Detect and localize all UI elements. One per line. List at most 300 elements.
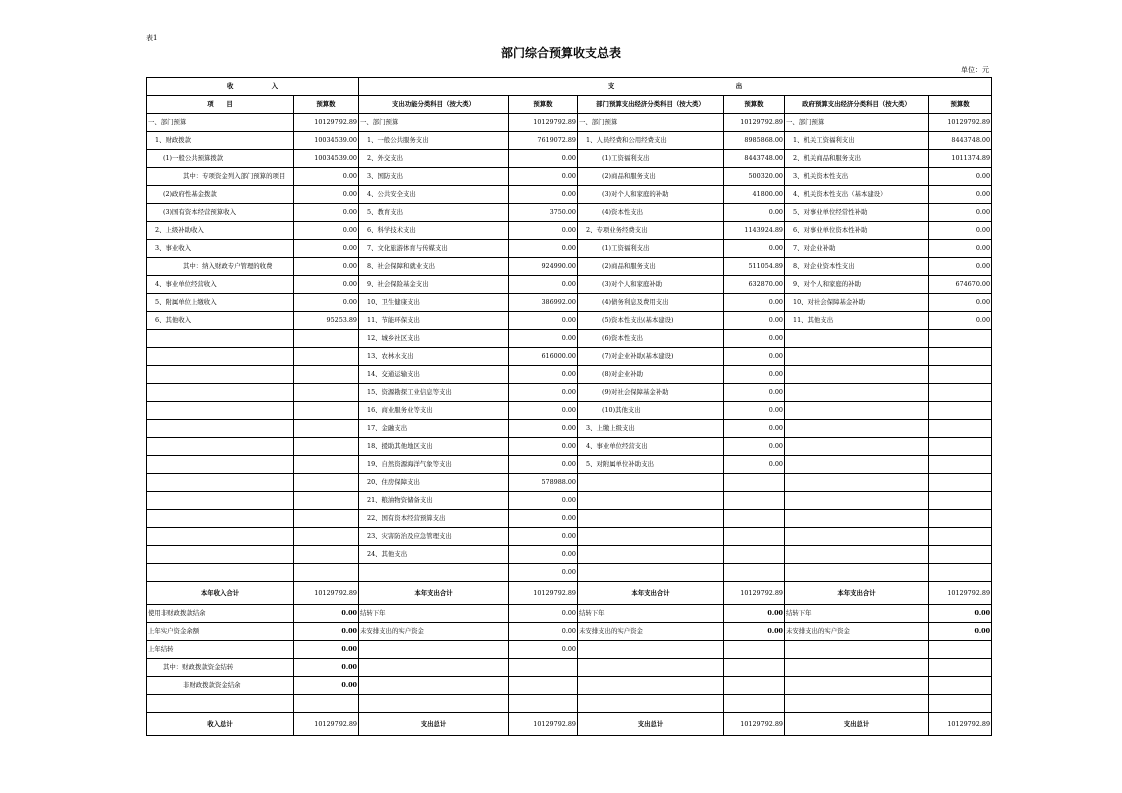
item-cell: 11、其他支出 [785, 312, 929, 330]
table-row [147, 384, 992, 402]
item-cell: 18、援助其他地区支出 [359, 438, 509, 456]
budget-cell: 10129792.89 [294, 114, 359, 132]
item-cell [578, 641, 724, 659]
item-cell: 支出总计 [359, 713, 509, 736]
item-cell: (1)工资福利支出 [578, 240, 724, 258]
budget-cell: 1011374.89 [929, 150, 992, 168]
budget-cell: 0.00 [509, 366, 578, 384]
item-cell: 4、机关资本性支出（基本建设） [785, 186, 929, 204]
table-row [147, 150, 992, 168]
budget-cell: 10129792.89 [724, 114, 785, 132]
budget-cell: 578988.00 [509, 474, 578, 492]
table-row [147, 132, 992, 150]
col-budget: 预算数 [509, 96, 578, 114]
budget-cell: 10129792.89 [509, 114, 578, 132]
item-cell: 4、事业单位经营收入 [147, 276, 294, 294]
item-cell: 2、外交支出 [359, 150, 509, 168]
table-row [147, 330, 992, 348]
budget-cell [724, 492, 785, 510]
budget-cell: 0.00 [509, 150, 578, 168]
item-cell: 3、机关资本性支出 [785, 168, 929, 186]
item-cell: 7、对企业补助 [785, 240, 929, 258]
budget-cell: 0.00 [509, 564, 578, 582]
budget-cell: 0.00 [929, 222, 992, 240]
item-cell: 19、自然资源海洋气象等支出 [359, 456, 509, 474]
budget-cell: 0.00 [509, 623, 578, 641]
budget-cell: 0.00 [509, 168, 578, 186]
budget-cell: 0.00 [929, 294, 992, 312]
budget-cell [294, 474, 359, 492]
budget-cell [294, 695, 359, 713]
item-cell [785, 384, 929, 402]
col-budget: 预算数 [929, 96, 992, 114]
item-cell [785, 528, 929, 546]
item-cell: 使用非财政拨款结余 [147, 605, 294, 623]
item-cell [578, 474, 724, 492]
item-cell: (3)对个人和家庭的补助 [578, 186, 724, 204]
item-cell: (6)资本性支出 [578, 330, 724, 348]
budget-cell [294, 510, 359, 528]
item-cell: (10)其他支出 [578, 402, 724, 420]
budget-cell: 0.00 [509, 402, 578, 420]
item-cell: 22、国有资本经营预算支出 [359, 510, 509, 528]
item-cell: 10、对社会保障基金补助 [785, 294, 929, 312]
table-row [147, 510, 992, 528]
budget-cell [724, 564, 785, 582]
item-cell [578, 510, 724, 528]
item-cell [578, 659, 724, 677]
item-cell: 16、商业服务业等支出 [359, 402, 509, 420]
item-cell [147, 384, 294, 402]
income-header: 收 入 [147, 78, 359, 96]
budget-cell: 8443748.00 [929, 132, 992, 150]
budget-cell: 0.00 [724, 438, 785, 456]
item-cell [785, 402, 929, 420]
budget-cell [509, 659, 578, 677]
budget-cell [294, 564, 359, 582]
budget-cell: 0.00 [929, 240, 992, 258]
item-cell [147, 402, 294, 420]
item-cell [785, 641, 929, 659]
budget-cell [929, 677, 992, 695]
item-cell: 1、财政拨款 [147, 132, 294, 150]
budget-cell: 0.00 [509, 384, 578, 402]
item-cell: 23、灾害防治及应急管理支出 [359, 528, 509, 546]
unit-label: 单位：元 [961, 66, 989, 74]
table-row [147, 492, 992, 510]
item-cell [785, 474, 929, 492]
table-row [147, 114, 992, 132]
table-row [147, 420, 992, 438]
budget-cell [929, 510, 992, 528]
item-cell [785, 366, 929, 384]
item-cell: 13、农林水支出 [359, 348, 509, 366]
budget-cell [929, 546, 992, 564]
budget-cell: 511054.89 [724, 258, 785, 276]
item-cell [147, 438, 294, 456]
item-cell: 一、部门预算 [147, 114, 294, 132]
budget-cell [929, 564, 992, 582]
item-cell: (2)商品和服务支出 [578, 258, 724, 276]
item-cell [147, 348, 294, 366]
budget-cell: 0.00 [929, 312, 992, 330]
table-row [147, 186, 992, 204]
item-cell: 12、城乡社区支出 [359, 330, 509, 348]
item-cell: 5、附属单位上缴收入 [147, 294, 294, 312]
item-cell [147, 564, 294, 582]
item-cell [578, 546, 724, 564]
item-cell: 未安排支出的实户资金 [578, 623, 724, 641]
budget-cell [294, 330, 359, 348]
budget-cell: 924990.00 [509, 258, 578, 276]
item-cell: 5、对事业单位经常性补助 [785, 204, 929, 222]
carryover-row [147, 659, 992, 677]
budget-cell: 3750.00 [509, 204, 578, 222]
table-row [147, 222, 992, 240]
budget-cell: 0.00 [929, 258, 992, 276]
budget-cell: 10129792.89 [509, 582, 578, 605]
item-cell: 3、国防支出 [359, 168, 509, 186]
budget-cell: 616000.00 [509, 348, 578, 366]
item-cell: 1、机关工资福利支出 [785, 132, 929, 150]
budget-cell: 0.00 [929, 623, 992, 641]
budget-cell: 0.00 [294, 294, 359, 312]
item-cell [785, 456, 929, 474]
item-cell: 4、公共安全支出 [359, 186, 509, 204]
budget-cell: 0.00 [509, 222, 578, 240]
item-cell: (3)对个人和家庭补助 [578, 276, 724, 294]
item-cell: 支出总计 [578, 713, 724, 736]
budget-cell: 0.00 [509, 492, 578, 510]
budget-cell: 10129792.89 [929, 114, 992, 132]
item-cell: 未安排支出的实户资金 [359, 623, 509, 641]
budget-cell: 0.00 [294, 623, 359, 641]
col-gov-econ: 政府预算支出经济分类科目（按大类） [785, 96, 929, 114]
item-cell: (9)对社会保障基金补助 [578, 384, 724, 402]
item-cell: 上年结转 [147, 641, 294, 659]
item-cell: 1、一般公共服务支出 [359, 132, 509, 150]
item-cell: 支出总计 [785, 713, 929, 736]
item-cell: 其中：财政拨款资金结转 [147, 659, 294, 677]
item-cell: 一、部门预算 [785, 114, 929, 132]
budget-cell [294, 528, 359, 546]
table-tag: 表1 [146, 34, 158, 42]
item-cell: 上年实户资金余额 [147, 623, 294, 641]
col-func: 支出功能分类科目（按大类） [359, 96, 509, 114]
table-row [147, 402, 992, 420]
budget-cell: 8985868.00 [724, 132, 785, 150]
table-row [147, 474, 992, 492]
item-cell [785, 420, 929, 438]
item-cell: 本年支出合计 [578, 582, 724, 605]
item-cell [359, 659, 509, 677]
budget-cell: 0.00 [724, 366, 785, 384]
item-cell: (2)商品和服务支出 [578, 168, 724, 186]
item-cell: (7)对企业补助(基本建设) [578, 348, 724, 366]
budget-cell: 0.00 [294, 659, 359, 677]
budget-cell: 0.00 [509, 330, 578, 348]
budget-cell [724, 677, 785, 695]
carryover-row [147, 695, 992, 713]
item-cell [147, 366, 294, 384]
budget-cell [929, 659, 992, 677]
budget-cell: 386992.00 [509, 294, 578, 312]
table-row [147, 312, 992, 330]
budget-cell: 0.00 [929, 186, 992, 204]
item-cell: 一、部门预算 [578, 114, 724, 132]
item-cell [147, 528, 294, 546]
budget-cell: 10129792.89 [509, 713, 578, 736]
item-cell [785, 438, 929, 456]
item-cell [147, 695, 294, 713]
budget-cell: 0.00 [509, 605, 578, 623]
item-cell [147, 546, 294, 564]
table-row [147, 258, 992, 276]
item-cell: 本年支出合计 [359, 582, 509, 605]
col-dept-econ: 部门预算支出经济分类科目（按大类） [578, 96, 724, 114]
item-cell: 3、事业收入 [147, 240, 294, 258]
item-cell [785, 348, 929, 366]
budget-cell: 632870.00 [724, 276, 785, 294]
budget-cell: 1143924.89 [724, 222, 785, 240]
item-cell: 结转下年 [578, 605, 724, 623]
item-cell: 4、事业单位经营支出 [578, 438, 724, 456]
carryover-row [147, 641, 992, 659]
budget-cell: 10034539.00 [294, 132, 359, 150]
budget-cell [929, 492, 992, 510]
budget-cell: 0.00 [509, 312, 578, 330]
budget-cell: 0.00 [294, 168, 359, 186]
budget-cell: 0.00 [294, 641, 359, 659]
item-cell: 24、其他支出 [359, 546, 509, 564]
budget-cell [929, 384, 992, 402]
item-cell [147, 456, 294, 474]
budget-cell [509, 695, 578, 713]
item-cell: 21、粮油物资储备支出 [359, 492, 509, 510]
item-cell [785, 695, 929, 713]
table-row [147, 276, 992, 294]
budget-cell: 0.00 [294, 276, 359, 294]
item-cell: 7、文化旅游体育与传媒支出 [359, 240, 509, 258]
item-cell [578, 677, 724, 695]
budget-cell: 0.00 [724, 348, 785, 366]
budget-cell [724, 510, 785, 528]
budget-cell [929, 641, 992, 659]
table-row [147, 456, 992, 474]
budget-cell [294, 420, 359, 438]
item-cell [359, 677, 509, 695]
carryover-row [147, 623, 992, 641]
item-cell: 8、社会保障和就业支出 [359, 258, 509, 276]
budget-cell: 674670.00 [929, 276, 992, 294]
budget-cell: 10129792.89 [929, 582, 992, 605]
year-total-row [147, 582, 992, 605]
budget-cell: 0.00 [509, 276, 578, 294]
budget-cell [929, 366, 992, 384]
budget-cell [724, 474, 785, 492]
budget-cell [929, 348, 992, 366]
budget-cell: 0.00 [294, 677, 359, 695]
budget-cell: 10129792.89 [724, 713, 785, 736]
budget-cell: 0.00 [294, 240, 359, 258]
item-cell [359, 695, 509, 713]
budget-cell: 41800.00 [724, 186, 785, 204]
budget-cell [929, 456, 992, 474]
budget-cell: 0.00 [724, 456, 785, 474]
item-cell [147, 420, 294, 438]
item-cell: 2、机关商品和服务支出 [785, 150, 929, 168]
item-cell [578, 492, 724, 510]
table-row [147, 564, 992, 582]
item-cell: 未安排支出的实户资金 [785, 623, 929, 641]
budget-cell: 0.00 [294, 222, 359, 240]
item-cell: 1、人员经费和公用经费支出 [578, 132, 724, 150]
budget-cell: 0.00 [509, 420, 578, 438]
budget-cell: 0.00 [724, 384, 785, 402]
item-cell: 结转下年 [785, 605, 929, 623]
budget-cell: 0.00 [929, 204, 992, 222]
item-cell: 2、专项业务经费支出 [578, 222, 724, 240]
item-cell: 6、科学技术支出 [359, 222, 509, 240]
table-row [147, 528, 992, 546]
item-cell [147, 492, 294, 510]
item-cell [785, 564, 929, 582]
item-cell [578, 564, 724, 582]
budget-cell [724, 659, 785, 677]
item-cell: (8)对企业补助 [578, 366, 724, 384]
budget-cell: 0.00 [724, 420, 785, 438]
carryover-row [147, 605, 992, 623]
item-cell: 9、对个人和家庭的补助 [785, 276, 929, 294]
budget-cell [929, 695, 992, 713]
col-budget: 预算数 [294, 96, 359, 114]
item-cell [785, 492, 929, 510]
item-cell: 11、节能环保支出 [359, 312, 509, 330]
budget-cell: 0.00 [724, 623, 785, 641]
item-cell: 非财政拨款资金结余 [147, 677, 294, 695]
table-row [147, 546, 992, 564]
item-cell: 8、对企业资本性支出 [785, 258, 929, 276]
page-title: 部门综合预算收支总表 [500, 46, 621, 60]
budget-cell: 0.00 [509, 186, 578, 204]
item-cell [578, 528, 724, 546]
table-row [147, 240, 992, 258]
budget-cell [294, 402, 359, 420]
col-item: 项 目 [147, 96, 294, 114]
budget-cell: 0.00 [724, 294, 785, 312]
item-cell [785, 330, 929, 348]
item-cell: (1)工资福利支出 [578, 150, 724, 168]
budget-cell: 0.00 [724, 240, 785, 258]
budget-cell: 95253.89 [294, 312, 359, 330]
budget-cell [929, 402, 992, 420]
table-row [147, 366, 992, 384]
item-cell: (5)资本性支出(基本建设) [578, 312, 724, 330]
budget-cell [294, 438, 359, 456]
item-cell [359, 641, 509, 659]
budget-cell: 0.00 [509, 456, 578, 474]
item-cell: 14、交通运输支出 [359, 366, 509, 384]
budget-cell [509, 677, 578, 695]
item-cell [785, 677, 929, 695]
budget-cell: 7619072.89 [509, 132, 578, 150]
budget-cell [724, 695, 785, 713]
budget-cell: 0.00 [929, 605, 992, 623]
col-budget: 预算数 [724, 96, 785, 114]
budget-cell [294, 384, 359, 402]
item-cell: 其中：纳入财政专户管理的收费 [147, 258, 294, 276]
item-cell: 本年收入合计 [147, 582, 294, 605]
item-cell: 9、社会保险基金支出 [359, 276, 509, 294]
budget-cell [294, 456, 359, 474]
budget-cell: 0.00 [509, 528, 578, 546]
item-cell [147, 474, 294, 492]
item-cell: 17、金融支出 [359, 420, 509, 438]
item-cell [147, 510, 294, 528]
item-cell [785, 659, 929, 677]
budget-cell: 0.00 [724, 312, 785, 330]
budget-cell: 10034539.00 [294, 150, 359, 168]
budget-cell [294, 492, 359, 510]
item-cell: 5、对附属单位补助支出 [578, 456, 724, 474]
table-row [147, 294, 992, 312]
item-cell [578, 695, 724, 713]
item-cell: 10、卫生健康支出 [359, 294, 509, 312]
budget-cell: 0.00 [509, 438, 578, 456]
budget-cell: 0.00 [724, 204, 785, 222]
item-cell: 6、其他收入 [147, 312, 294, 330]
table-row [147, 348, 992, 366]
budget-cell: 0.00 [509, 546, 578, 564]
item-cell: (1)一般公共预算拨款 [147, 150, 294, 168]
budget-cell: 0.00 [724, 605, 785, 623]
budget-cell [929, 438, 992, 456]
budget-cell [294, 348, 359, 366]
budget-cell: 10129792.89 [724, 582, 785, 605]
budget-cell [724, 641, 785, 659]
item-cell: 20、住房保障支出 [359, 474, 509, 492]
budget-cell: 8443748.00 [724, 150, 785, 168]
item-cell: 3、上缴上级支出 [578, 420, 724, 438]
item-cell: 结转下年 [359, 605, 509, 623]
item-cell: 收入总计 [147, 713, 294, 736]
budget-cell: 0.00 [294, 186, 359, 204]
item-cell: (4)债务利息及费用支出 [578, 294, 724, 312]
item-cell [147, 330, 294, 348]
item-cell: 15、资源勘探工业信息等支出 [359, 384, 509, 402]
budget-cell: 10129792.89 [294, 713, 359, 736]
item-cell: 6、对事业单位资本性补助 [785, 222, 929, 240]
budget-cell [724, 528, 785, 546]
budget-cell [724, 546, 785, 564]
item-cell [785, 546, 929, 564]
budget-summary-table [146, 77, 992, 736]
budget-cell: 10129792.89 [294, 582, 359, 605]
item-cell: (3)国有资本经营预算收入 [147, 204, 294, 222]
item-cell: 其中：专项资金列入部门预算的项目 [147, 168, 294, 186]
budget-cell [929, 330, 992, 348]
budget-cell: 0.00 [294, 605, 359, 623]
budget-cell: 0.00 [294, 258, 359, 276]
budget-cell [294, 546, 359, 564]
item-cell: 本年支出合计 [785, 582, 929, 605]
item-cell: (4)资本性支出 [578, 204, 724, 222]
item-cell: 5、教育支出 [359, 204, 509, 222]
budget-cell [294, 366, 359, 384]
table-row [147, 204, 992, 222]
budget-cell: 10129792.89 [929, 713, 992, 736]
item-cell: (2)政府性基金拨款 [147, 186, 294, 204]
